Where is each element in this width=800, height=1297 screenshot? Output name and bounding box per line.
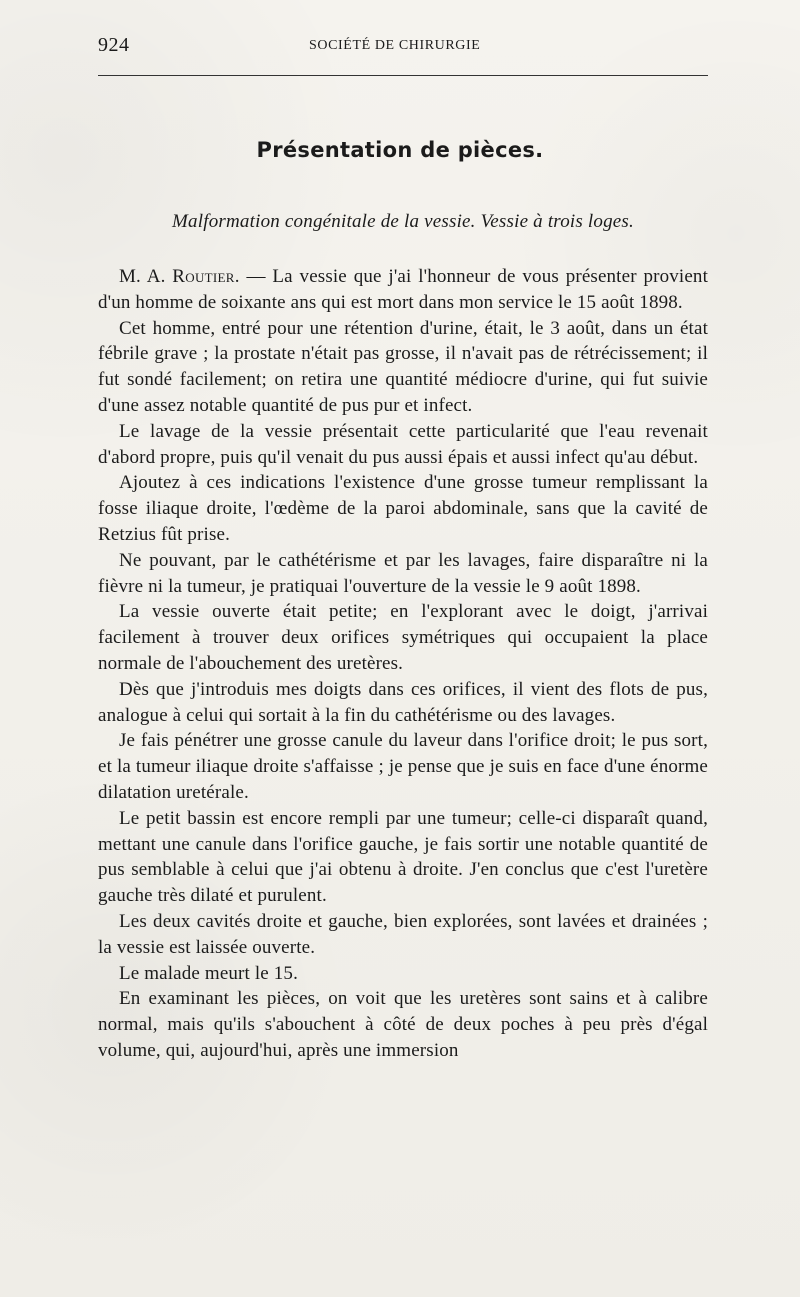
paragraph: Le lavage de la vessie présentait cette particularité que l'eau revenait d'abord propre, puis qu'il venait du pus aussi épais et aussi infect qu'au début.: [98, 420, 708, 468]
page-number: 924: [98, 34, 130, 56]
speaker-prefix: M. A.: [119, 266, 173, 287]
section-title: Présentation de pièces.: [256, 138, 544, 162]
speaker-name: Routier: [172, 266, 235, 287]
opening-paragraph: [98, 264, 708, 316]
paragraph: La vessie ouverte était petite; en l'explorant avec le doigt, j'arrivai facilement à trouver deux orifices symétriques qui occupaient la place normale de l'abouchement des uretères.: [98, 601, 708, 674]
paragraph: Ne pouvant, par le cathétérisme et par les lavages, faire disparaître ni la fièvre ni la tumeur, je pratiquai l'ouverture de la vessie le 9 août 1898.: [98, 549, 708, 597]
section-subtitle: Malformation congénitale de la vessie. Vessie à trois loges.: [172, 211, 634, 232]
paragraph: Dès que j'introduis mes doigts dans ces orifices, il vient des flots de pus, analogue à celui qui sortait à la fin du cathétérisme ou des lavages.: [98, 678, 708, 726]
paragraph: Le petit bassin est encore rempli par une tumeur; celle-ci disparaît quand, mettant une canule dans l'orifice gauche, je fais sortir une notable quantité de pus semblable à celui que j'ai obtenu à droite. J'en conclus que c'est l'uretère gauche très dilaté et purulent.: [98, 807, 708, 907]
paragraph: Cet homme, entré pour une rétention d'urine, était, le 3 août, dans un état fébrile grave ; la prostate n'était pas grosse, il n'avait pas de rétrécissement; il fut sondé facilement; on retira une quantité médiocre d'urine, qui fut suivie d'une assez notable quantité de pus pur et infect.: [98, 317, 708, 416]
header-rule: [98, 75, 708, 76]
body-text: [98, 264, 708, 1064]
paragraph: Je fais pénétrer une grosse canule du laveur dans l'orifice droit; le pus sort, et la tumeur iliaque droite s'affaisse ; je pense que je suis en face d'une énorme dilatation uretérale.: [98, 730, 708, 803]
running-title: SOCIÉTÉ DE CHIRURGIE: [309, 38, 481, 53]
paragraph: Ajoutez à ces indications l'existence d'une grosse tumeur remplissant la fosse iliaque droite, l'œdème de la paroi abdominale, sans que la cavité de Retzius fût prise.: [98, 472, 708, 545]
paragraph: En examinant les pièces, on voit que les uretères sont sains et à calibre normal, mais qu'ils s'abouchent à côté de deux poches à peu près d'égal volume, qui, aujourd'hui, après une immersion: [98, 988, 708, 1061]
opening-text: . — La vessie que j'ai l'honneur de vous présenter provient d'un homme de soixante ans qui est mort dans mon service le 15 août 1898.: [98, 266, 709, 313]
page-header: [98, 34, 708, 60]
paragraph: Le malade meurt le 15.: [119, 962, 298, 984]
paragraph: Les deux cavités droite et gauche, bien explorées, sont lavées et drainées ; la vessie est laissée ouverte.: [98, 910, 708, 958]
